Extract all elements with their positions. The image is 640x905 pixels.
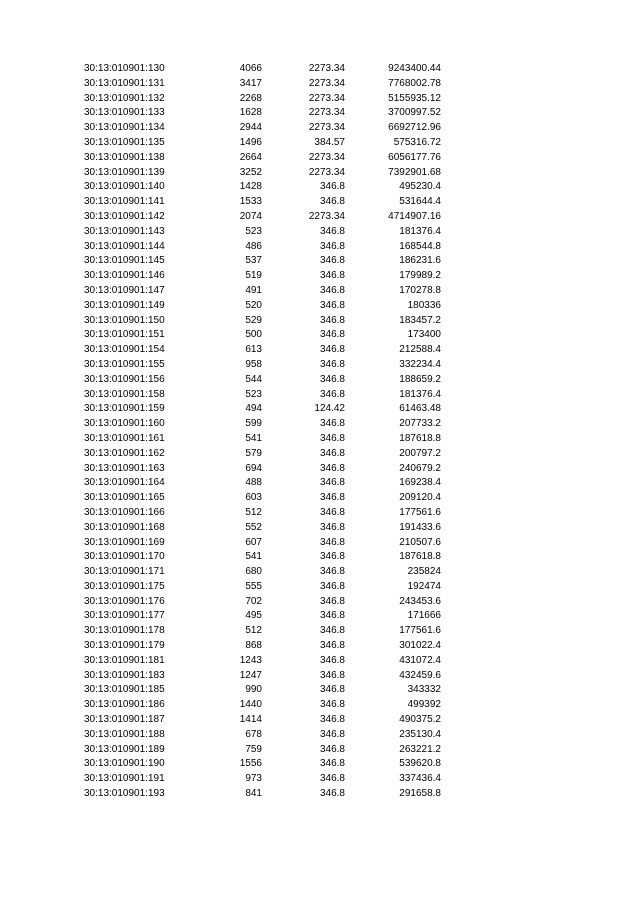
table-row (0, 447, 640, 462)
cadastral-number-cell: 30:13:010901:188 (84, 728, 165, 740)
cadastral-number-cell: 30:13:010901:164 (84, 477, 165, 489)
area-cell: 973 (245, 773, 262, 785)
table-row (0, 565, 640, 580)
table-row (0, 417, 640, 432)
cadastral-number-cell: 30:13:010901:170 (84, 551, 165, 563)
value-cell: 187618.8 (399, 551, 441, 563)
cadastral-number-cell: 30:13:010901:183 (84, 669, 165, 681)
cadastral-number-cell: 30:13:010901:186 (84, 699, 165, 711)
value-cell: 188659.2 (399, 373, 441, 385)
table-row (0, 580, 640, 595)
cadastral-number-cell: 30:13:010901:175 (84, 580, 165, 592)
table-row (0, 595, 640, 610)
table-row (0, 462, 640, 477)
table-row (0, 373, 640, 388)
table-row (0, 654, 640, 669)
value-cell: 3700997.52 (388, 107, 441, 119)
cadastral-number-cell: 30:13:010901:163 (84, 462, 165, 474)
area-cell: 599 (245, 418, 262, 430)
rate-cell: 346.8 (319, 669, 345, 681)
value-cell: 200797.2 (399, 447, 441, 459)
value-cell: 192474 (407, 580, 441, 592)
cadastral-number-cell: 30:13:010901:191 (84, 773, 165, 785)
area-cell: 990 (245, 684, 262, 696)
rate-cell: 346.8 (319, 758, 345, 770)
value-cell: 490375.2 (399, 714, 441, 726)
area-cell: 678 (245, 728, 262, 740)
rate-cell: 2273.34 (308, 166, 345, 178)
value-cell: 301022.4 (399, 640, 441, 652)
rate-cell: 346.8 (319, 462, 345, 474)
cadastral-number-cell: 30:13:010901:138 (84, 151, 165, 163)
area-cell: 2268 (239, 92, 262, 104)
cadastral-number-cell: 30:13:010901:142 (84, 210, 165, 222)
value-cell: 186231.6 (399, 255, 441, 267)
area-cell: 500 (245, 329, 262, 341)
cadastral-number-cell: 30:13:010901:150 (84, 314, 165, 326)
area-cell: 488 (245, 477, 262, 489)
cadastral-number-cell: 30:13:010901:130 (84, 63, 165, 74)
rate-cell: 346.8 (319, 358, 345, 370)
rate-cell: 346.8 (319, 196, 345, 208)
value-cell: 499392 (407, 699, 441, 711)
area-cell: 541 (245, 432, 262, 444)
cadastral-number-cell: 30:13:010901:132 (84, 92, 165, 104)
rate-cell: 384.57 (314, 136, 345, 148)
table-row (0, 432, 640, 447)
rate-cell: 346.8 (319, 329, 345, 341)
cadastral-number-cell: 30:13:010901:169 (84, 536, 165, 548)
cadastral-number-cell: 30:13:010901:176 (84, 595, 165, 607)
table-row (0, 624, 640, 639)
value-cell: 531644.4 (399, 196, 441, 208)
area-cell: 1496 (239, 136, 262, 148)
rate-cell: 346.8 (319, 595, 345, 607)
value-cell: 343332 (407, 684, 441, 696)
area-cell: 512 (245, 506, 262, 518)
rate-cell: 346.8 (319, 388, 345, 400)
value-cell: 210507.6 (399, 536, 441, 548)
area-cell: 523 (245, 225, 262, 237)
area-cell: 541 (245, 551, 262, 563)
table-row (0, 609, 640, 624)
cadastral-number-cell: 30:13:010901:154 (84, 344, 165, 356)
area-cell: 555 (245, 580, 262, 592)
cadastral-number-cell: 30:13:010901:165 (84, 492, 165, 504)
cadastral-number-cell: 30:13:010901:166 (84, 506, 165, 518)
value-cell: 191433.6 (399, 521, 441, 533)
area-cell: 1247 (239, 669, 262, 681)
area-cell: 680 (245, 566, 262, 578)
value-cell: 207733.2 (399, 418, 441, 430)
rate-cell: 124.42 (314, 403, 345, 415)
area-cell: 544 (245, 373, 262, 385)
table-row (0, 743, 640, 758)
table-row (0, 506, 640, 521)
cadastral-number-cell: 30:13:010901:141 (84, 196, 165, 208)
cadastral-number-cell: 30:13:010901:146 (84, 270, 165, 282)
area-cell: 603 (245, 492, 262, 504)
cadastral-number-cell: 30:13:010901:185 (84, 684, 165, 696)
cadastral-number-cell: 30:13:010901:178 (84, 625, 165, 637)
rate-cell: 346.8 (319, 373, 345, 385)
value-cell: 170278.8 (399, 284, 441, 296)
rate-cell: 346.8 (319, 654, 345, 666)
table-row (0, 388, 640, 403)
rate-cell: 346.8 (319, 240, 345, 252)
value-cell: 9243400.44 (388, 63, 441, 74)
table-row (0, 225, 640, 240)
table-row (0, 269, 640, 284)
value-cell: 235130.4 (399, 728, 441, 740)
table-row (0, 299, 640, 314)
table-row (0, 343, 640, 358)
area-cell: 607 (245, 536, 262, 548)
table-row (0, 683, 640, 698)
cadastral-number-cell: 30:13:010901:151 (84, 329, 165, 341)
value-cell: 177561.6 (399, 625, 441, 637)
rate-cell: 346.8 (319, 477, 345, 489)
table-row (0, 151, 640, 166)
area-cell: 491 (245, 284, 262, 296)
rate-cell: 346.8 (319, 728, 345, 740)
rate-cell: 346.8 (319, 684, 345, 696)
rate-cell: 346.8 (319, 551, 345, 563)
area-cell: 519 (245, 270, 262, 282)
value-cell: 263221.2 (399, 743, 441, 755)
rate-cell: 2273.34 (308, 210, 345, 222)
area-cell: 1628 (239, 107, 262, 119)
area-cell: 1533 (239, 196, 262, 208)
value-cell: 337436.4 (399, 773, 441, 785)
area-cell: 841 (245, 788, 262, 800)
cadastral-number-cell: 30:13:010901:131 (84, 77, 165, 89)
table-row (0, 713, 640, 728)
rate-cell: 346.8 (319, 566, 345, 578)
cadastral-number-cell: 30:13:010901:177 (84, 610, 165, 622)
table-row (0, 77, 640, 92)
value-cell: 212588.4 (399, 344, 441, 356)
value-cell: 177561.6 (399, 506, 441, 518)
value-cell: 180336 (407, 299, 441, 311)
rate-cell: 2273.34 (308, 77, 345, 89)
table-row (0, 210, 640, 225)
value-cell: 5155935.12 (388, 92, 441, 104)
value-cell: 181376.4 (399, 225, 441, 237)
rate-cell: 2273.34 (308, 151, 345, 163)
rate-cell: 346.8 (319, 610, 345, 622)
value-cell: 209120.4 (399, 492, 441, 504)
cadastral-number-cell: 30:13:010901:189 (84, 743, 165, 755)
rate-cell: 346.8 (319, 284, 345, 296)
cadastral-number-cell: 30:13:010901:149 (84, 299, 165, 311)
rate-cell: 346.8 (319, 580, 345, 592)
cadastral-number-cell: 30:13:010901:181 (84, 654, 165, 666)
table-row (0, 358, 640, 373)
table-row (0, 180, 640, 195)
value-cell: 7392901.68 (388, 166, 441, 178)
rate-cell: 346.8 (319, 255, 345, 267)
area-cell: 2664 (239, 151, 262, 163)
table-row (0, 491, 640, 506)
table-row (0, 521, 640, 536)
value-cell: 7768002.78 (388, 77, 441, 89)
cadastral-number-cell: 30:13:010901:160 (84, 418, 165, 430)
cadastral-number-cell: 30:13:010901:193 (84, 788, 165, 800)
rate-cell: 346.8 (319, 536, 345, 548)
table-row (0, 772, 640, 787)
rate-cell: 346.8 (319, 699, 345, 711)
area-cell: 3252 (239, 166, 262, 178)
cadastral-number-cell: 30:13:010901:139 (84, 166, 165, 178)
cadastral-number-cell: 30:13:010901:161 (84, 432, 165, 444)
value-cell: 4714907.16 (388, 210, 441, 222)
cadastral-number-cell: 30:13:010901:135 (84, 136, 165, 148)
cadastral-number-cell: 30:13:010901:162 (84, 447, 165, 459)
cadastral-number-cell: 30:13:010901:168 (84, 521, 165, 533)
area-cell: 2944 (239, 122, 262, 134)
rate-cell: 346.8 (319, 521, 345, 533)
value-cell: 168544.8 (399, 240, 441, 252)
cadastral-number-cell: 30:13:010901:134 (84, 122, 165, 134)
value-cell: 183457.2 (399, 314, 441, 326)
area-cell: 1428 (239, 181, 262, 193)
area-cell: 1243 (239, 654, 262, 666)
table-row (0, 254, 640, 269)
value-cell: 575316.72 (393, 136, 441, 148)
value-cell: 169238.4 (399, 477, 441, 489)
spreadsheet-table (0, 62, 640, 802)
area-cell: 759 (245, 743, 262, 755)
cadastral-number-cell: 30:13:010901:140 (84, 181, 165, 193)
table-row (0, 121, 640, 136)
value-cell: 235824 (407, 566, 441, 578)
cadastral-number-cell: 30:13:010901:190 (84, 758, 165, 770)
rate-cell: 346.8 (319, 788, 345, 800)
cadastral-number-cell: 30:13:010901:155 (84, 358, 165, 370)
cadastral-number-cell: 30:13:010901:158 (84, 388, 165, 400)
area-cell: 694 (245, 462, 262, 474)
rate-cell: 346.8 (319, 743, 345, 755)
value-cell: 6692712.96 (388, 122, 441, 134)
table-row (0, 550, 640, 565)
cadastral-number-cell: 30:13:010901:144 (84, 240, 165, 252)
value-cell: 495230.4 (399, 181, 441, 193)
table-row (0, 240, 640, 255)
table-row (0, 195, 640, 210)
area-cell: 1556 (239, 758, 262, 770)
area-cell: 868 (245, 640, 262, 652)
table-row (0, 62, 640, 77)
cadastral-number-cell: 30:13:010901:143 (84, 225, 165, 237)
table-row (0, 787, 640, 802)
area-cell: 579 (245, 447, 262, 459)
area-cell: 613 (245, 344, 262, 356)
area-cell: 958 (245, 358, 262, 370)
area-cell: 520 (245, 299, 262, 311)
rate-cell: 2273.34 (308, 92, 345, 104)
area-cell: 523 (245, 388, 262, 400)
cadastral-number-cell: 30:13:010901:147 (84, 284, 165, 296)
value-cell: 291658.8 (399, 788, 441, 800)
value-cell: 243453.6 (399, 595, 441, 607)
cadastral-number-cell: 30:13:010901:179 (84, 640, 165, 652)
table-row (0, 402, 640, 417)
table-row (0, 757, 640, 772)
value-cell: 240679.2 (399, 462, 441, 474)
value-cell: 173400 (407, 329, 441, 341)
cadastral-number-cell: 30:13:010901:159 (84, 403, 165, 415)
value-cell: 432459.6 (399, 669, 441, 681)
area-cell: 3417 (239, 77, 262, 89)
area-cell: 1440 (239, 699, 262, 711)
table-row (0, 669, 640, 684)
rate-cell: 346.8 (319, 314, 345, 326)
area-cell: 512 (245, 625, 262, 637)
table-row (0, 284, 640, 299)
value-cell: 61463.48 (399, 403, 441, 415)
rate-cell: 2273.34 (308, 63, 345, 74)
area-cell: 4066 (239, 63, 262, 74)
rate-cell: 346.8 (319, 640, 345, 652)
rate-cell: 346.8 (319, 432, 345, 444)
area-cell: 529 (245, 314, 262, 326)
table-row (0, 536, 640, 551)
rate-cell: 346.8 (319, 714, 345, 726)
value-cell: 6056177.76 (388, 151, 441, 163)
table-row (0, 314, 640, 329)
table-row (0, 698, 640, 713)
table-row (0, 136, 640, 151)
cadastral-number-cell: 30:13:010901:145 (84, 255, 165, 267)
rate-cell: 346.8 (319, 418, 345, 430)
area-cell: 495 (245, 610, 262, 622)
table-row (0, 728, 640, 743)
cadastral-number-cell: 30:13:010901:171 (84, 566, 165, 578)
value-cell: 539620.8 (399, 758, 441, 770)
area-cell: 702 (245, 595, 262, 607)
value-cell: 179989.2 (399, 270, 441, 282)
table-row (0, 106, 640, 121)
area-cell: 1414 (239, 714, 262, 726)
rate-cell: 346.8 (319, 492, 345, 504)
value-cell: 171666 (407, 610, 441, 622)
table-row (0, 476, 640, 491)
area-cell: 2074 (239, 210, 262, 222)
area-cell: 537 (245, 255, 262, 267)
cadastral-number-cell: 30:13:010901:133 (84, 107, 165, 119)
table-row (0, 639, 640, 654)
area-cell: 552 (245, 521, 262, 533)
cadastral-number-cell: 30:13:010901:187 (84, 714, 165, 726)
value-cell: 187618.8 (399, 432, 441, 444)
rate-cell: 346.8 (319, 270, 345, 282)
rate-cell: 346.8 (319, 506, 345, 518)
rate-cell: 346.8 (319, 344, 345, 356)
area-cell: 486 (245, 240, 262, 252)
value-cell: 181376.4 (399, 388, 441, 400)
rate-cell: 346.8 (319, 773, 345, 785)
table-row (0, 92, 640, 107)
rate-cell: 346.8 (319, 447, 345, 459)
rate-cell: 346.8 (319, 181, 345, 193)
table-row (0, 166, 640, 181)
rate-cell: 2273.34 (308, 107, 345, 119)
rate-cell: 346.8 (319, 225, 345, 237)
table-row (0, 328, 640, 343)
area-cell: 494 (245, 403, 262, 415)
value-cell: 431072.4 (399, 654, 441, 666)
rate-cell: 346.8 (319, 625, 345, 637)
rate-cell: 346.8 (319, 299, 345, 311)
cadastral-number-cell: 30:13:010901:156 (84, 373, 165, 385)
value-cell: 332234.4 (399, 358, 441, 370)
rate-cell: 2273.34 (308, 122, 345, 134)
